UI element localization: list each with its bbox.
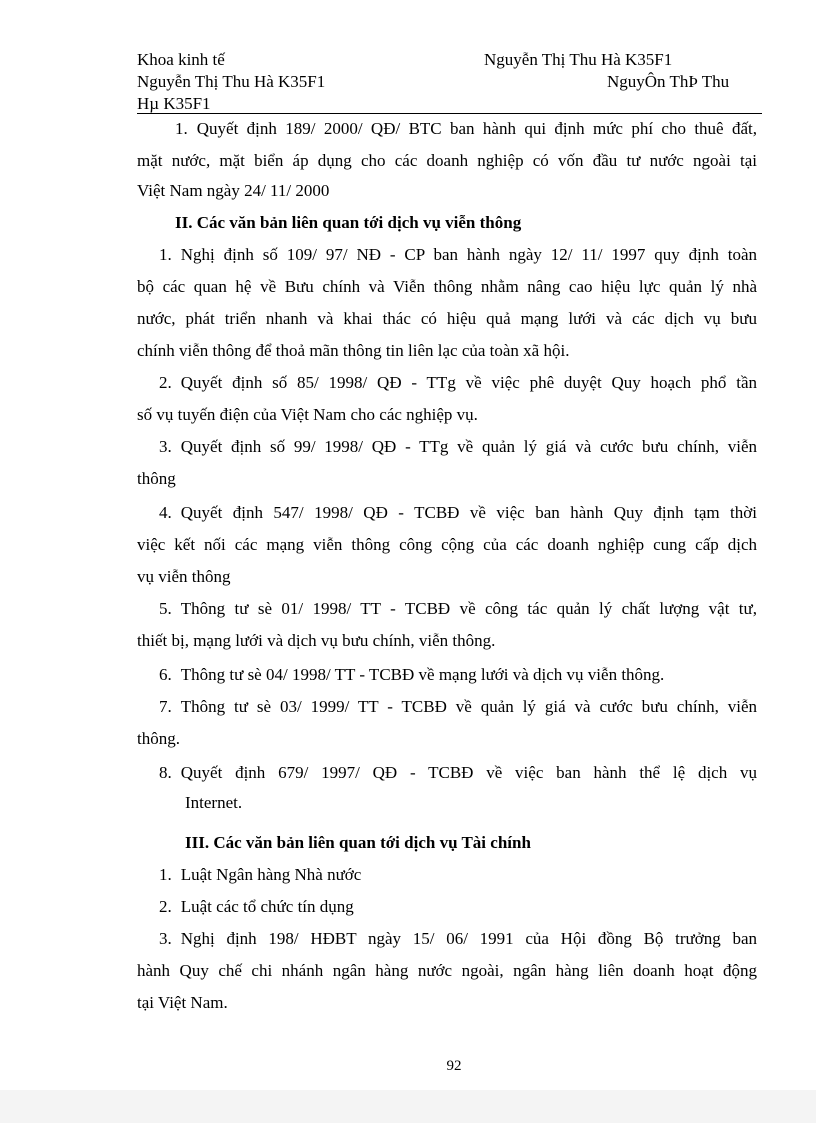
list-item-number: 5. — [159, 599, 172, 618]
list-item-number: 2. — [159, 373, 172, 392]
list-item-number: 6. — [159, 665, 172, 684]
list-item-line: 5. Thông tư sè 01/ 1998/ TT - TCBĐ về công tác quản lý chất lượng vật tư, — [137, 593, 757, 625]
list-item-line: thông — [137, 469, 176, 488]
list-item-line: thiết bị, mạng lưới và dịch vụ bưu chính, viễn thông. — [137, 631, 496, 650]
list-item-line: 4. Quyết định 547/ 1998/ QĐ - TCBĐ về việc ban hành Quy định tạm thời — [137, 497, 757, 529]
list-item-line: vụ viễn thông — [137, 567, 231, 586]
list-item-line: thông. — [137, 729, 180, 748]
list-item-number: 2. — [159, 897, 172, 916]
list-item-line: 7. Thông tư sè 03/ 1999/ TT - TCBĐ về quản lý giá và cước bưu chính, viễn — [137, 691, 757, 723]
list-item-number: 3. — [159, 929, 172, 948]
list-item-line: bộ các quan hệ về Bưu chính và Viễn thông nhằm nâng cao hiệu lực quản lý nhà — [137, 277, 757, 296]
list-item-line: mặt nước, mặt biển áp dụng cho các doanh nghiệp có vốn đầu tư nước ngoài tại — [137, 151, 757, 170]
section-heading-telecom: II. Các văn bản liên quan tới dịch vụ viễn thông — [175, 213, 522, 232]
page-bottom-band — [0, 1090, 816, 1123]
header-author-left: Nguyễn Thị Thu Hà K35F1 — [137, 72, 326, 91]
header-author-garbled: NguyÔn ThÞ Thu — [607, 72, 730, 91]
list-item-line: tại Việt Nam. — [137, 993, 228, 1012]
list-item-line: nước, phát triển nhanh và khai thác có hiệu quả mạng lưới và các dịch vụ bưu — [137, 309, 757, 328]
list-item-number: 8. — [159, 763, 172, 782]
list-item-line: Internet. — [185, 793, 243, 812]
header-faculty: Khoa kinh tế — [137, 50, 225, 69]
list-item-line: hành Quy chế chi nhánh ngân hàng nước ngoài, ngân hàng liên doanh hoạt động — [137, 961, 757, 980]
list-item-number: 7. — [159, 697, 172, 716]
page-number: 92 — [446, 1058, 462, 1074]
list-item-number: 1. — [159, 245, 172, 264]
list-item-line: 6. Thông tư sè 04/ 1998/ TT - TCBĐ về mạng lưới và dịch vụ viễn thông. — [137, 659, 757, 691]
section-heading-finance: III. Các văn bản liên quan tới dịch vụ Tài chính — [185, 833, 531, 852]
list-item-number: 1. — [159, 865, 172, 884]
list-item-line: 3. Nghị định 198/ HĐBT ngày 15/ 06/ 1991 của Hội đồng Bộ trưởng ban — [137, 923, 757, 955]
list-item-line: 2. Luật các tổ chức tín dụng — [137, 891, 757, 923]
list-item-line: 1. Nghị định số 109/ 97/ NĐ - CP ban hành ngày 12/ 11/ 1997 quy định toàn — [137, 239, 757, 271]
list-item-line: 3. Quyết định số 99/ 1998/ QĐ - TTg về quản lý giá và cước bưu chính, viễn — [137, 431, 757, 463]
list-item-number: 3. — [159, 437, 172, 456]
list-item-line: chính viễn thông để thoả mãn thông tin liên lạc của toàn xã hội. — [137, 341, 570, 360]
list-item-line: 1. Luật Ngân hàng Nhà nước — [137, 859, 757, 891]
header-author-right: Nguyễn Thị Thu Hà K35F1 — [484, 50, 673, 69]
list-item-line: Việt Nam ngày 24/ 11/ 2000 — [137, 181, 330, 200]
list-item-line: số vụ tuyến điện của Việt Nam cho các nghiệp vụ. — [137, 405, 478, 424]
list-item-number: 4. — [159, 503, 172, 522]
header-author-garbled-cont: Hµ K35F1 — [137, 94, 211, 113]
list-item-number: 1. — [175, 119, 188, 138]
list-item-line: 1. Quyết định 189/ 2000/ QĐ/ BTC ban hành qui định mức phí cho thuê đất, — [137, 113, 757, 145]
list-item-line: việc kết nối các mạng viễn thông công cộng của các doanh nghiệp cung cấp dịch — [137, 535, 757, 554]
list-item-line: 8. Quyết định 679/ 1997/ QĐ - TCBĐ về việc ban hành thể lệ dịch vụ — [137, 757, 757, 789]
list-item-line: 2. Quyết định số 85/ 1998/ QĐ - TTg về việc phê duyệt Quy hoạch phổ tần — [137, 367, 757, 399]
